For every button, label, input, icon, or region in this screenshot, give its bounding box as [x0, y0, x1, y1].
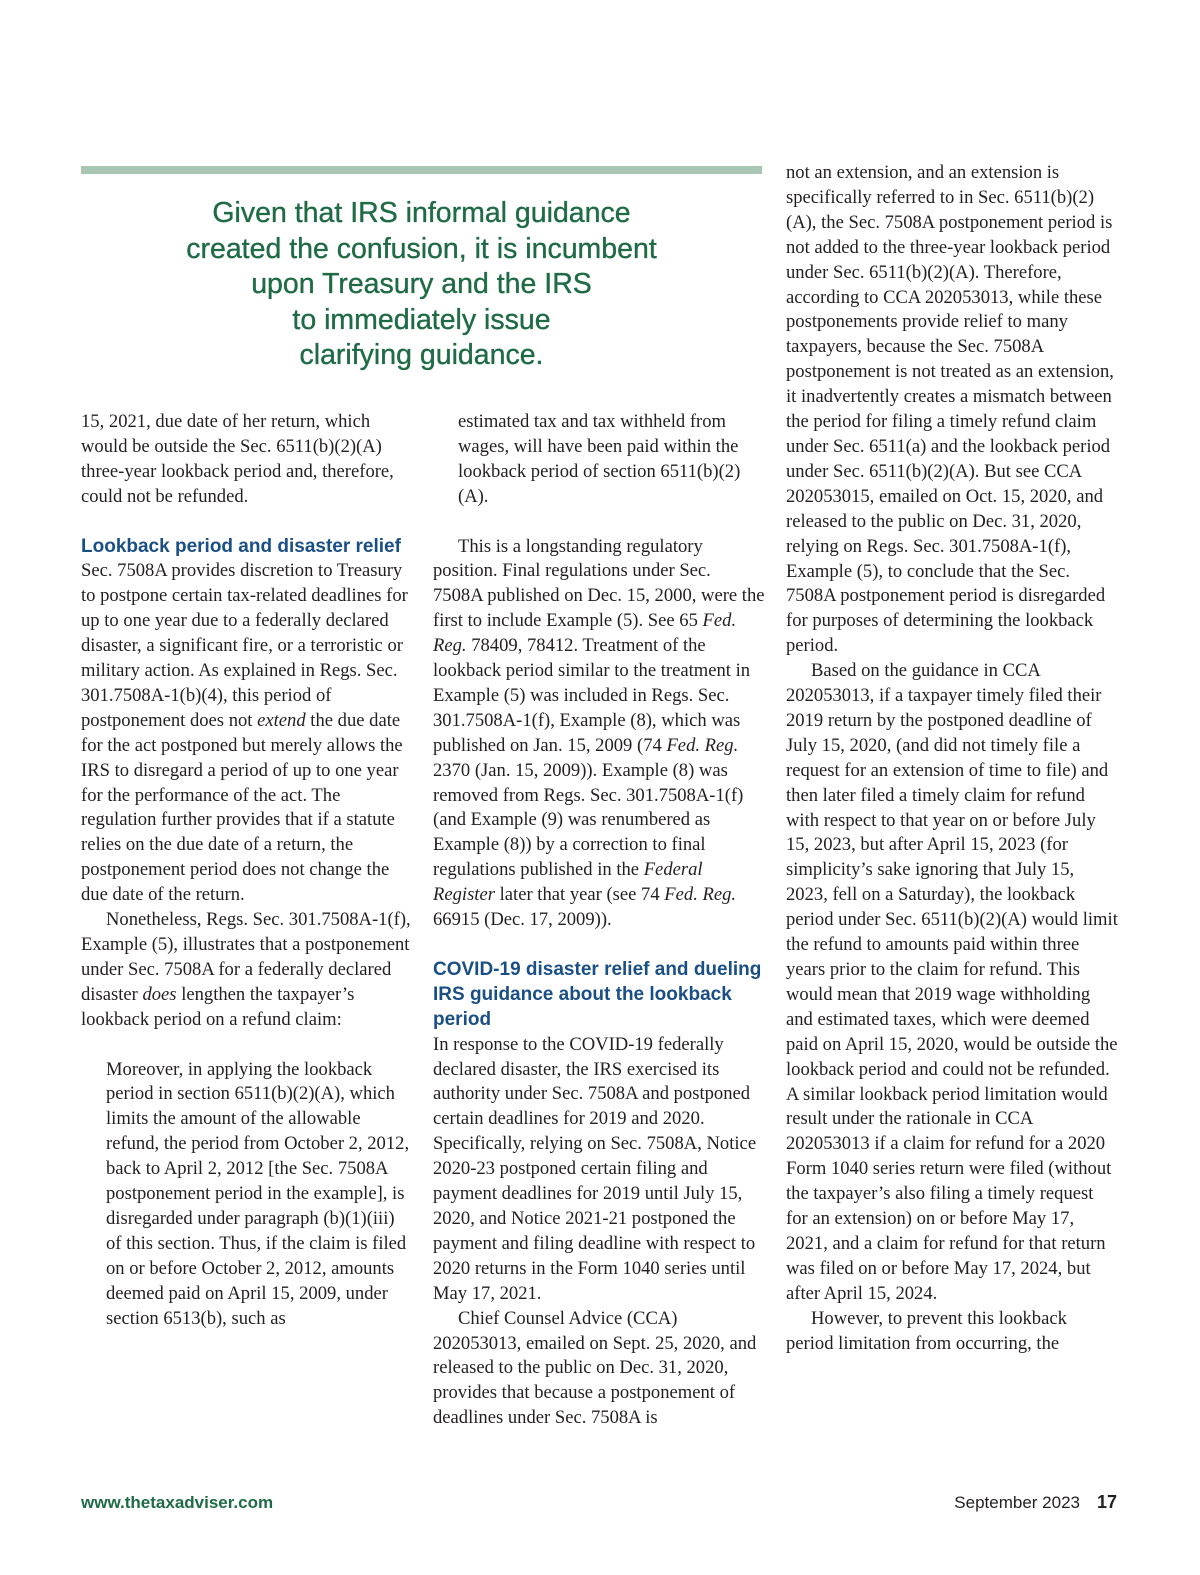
paragraph: not an extension, and an extension is specifically referred to in Sec. 6511(b)(2)(A), the Sec. 7508A postponement period is not added to the three-year lookback period under Sec. 6511(b)(2)(A). Therefore, according to CCA 202053013, while these postponements provide relief to many taxpayers, because the Sec. 7508A postponement is not treated as an extension, it inadvertently creates a mismatch between the period for filing a timely refund claim under Sec. 6511(a) and the lookback period under Sec. 6511(b)(2)(A). But see CCA 202053015, emailed on Oct. 15, 2020, and released to the public on Dec. 31, 2020, relying on Regs. Sec. 301.7508A-1(f), Example (5), to conclude that the Sec. 7508A postponement period is disregarded for purposes of determining the lookback period.	[786, 162, 1114, 657]
article-column-1	[81, 410, 411, 1332]
pull-quote	[81, 196, 762, 374]
section-heading-lookback: Lookback period and disaster relief	[81, 535, 401, 557]
page-footer	[81, 1491, 1117, 1517]
emphasis: does	[142, 983, 177, 1005]
section-heading-covid: COVID-19 disaster relief and dueling IRS guidance about the lookback period	[433, 958, 762, 1030]
page-number: 17	[1096, 1492, 1117, 1512]
emphasis: extend	[257, 709, 306, 731]
article-column-2	[433, 410, 765, 1431]
paragraph: This is a longstanding regulatory position. Final regulations under Sec. 7508A published on Dec. 15, 2000, were the first to include Example (5). See 65 Fed. Reg. 78409, 78412. Treatment of the lookback period similar to the treatment in Example (5) was included in Regs. Sec. 301.7508A-1(f), Example (8), which was published on Jan. 15, 2009 (74 Fed. Reg. 2370 (Jan. 15, 2009)). Example (8) was removed from Regs. Sec. 301.7508A-1(f) (and Example (9) was renumbered as Example (8)) by a correction to final regulations published in the Federal Register later that year (see 74 Fed. Reg. 66915 (Dec. 17, 2009)).	[433, 535, 765, 931]
pullquote-line: created the confusion, it is incumbent	[186, 232, 657, 265]
emphasis: Fed. Reg.	[664, 884, 737, 906]
emphasis: Fed. Reg.	[433, 610, 737, 657]
block-quote: Moreover, in applying the lookback period in section 6511(b)(2)(A), which limits the amount of the allowable refund, the period from October 2, 2012, back to April 2, 2012 [the Sec. 7508A postponement period in the example], is disregarded under paragraph (b)(1)(iii) of this section. Thus, if the claim is filed on or before October 2, 2012, amounts deemed paid on April 15, 2009, under section 6513(b), such as	[106, 1058, 410, 1329]
paragraph: However, to prevent this lookback period limitation from occurring, the	[786, 1307, 1067, 1354]
website-link[interactable]: www.thetaxadviser.com	[81, 1493, 274, 1512]
pullquote-line: to immediately issue	[292, 303, 551, 336]
pullquote-rule	[81, 166, 762, 174]
paragraph: 15, 2021, due date of her return, which would be outside the Sec. 6511(b)(2)(A) three-year lookback period and, therefore, could not be refunded.	[81, 411, 394, 507]
pullquote-line: clarifying guidance.	[299, 339, 544, 371]
pullquote-line: Given that IRS informal guidance	[212, 197, 631, 229]
article-column-3	[786, 161, 1118, 1357]
paragraph: Nonetheless, Regs. Sec. 301.7508A-1(f), Example (5), illustrates that a postponement under Sec. 7508A for a federally declared disaster does lengthen the taxpayer’s lookback period on a refund claim:	[81, 909, 411, 1030]
emphasis: Federal Register	[433, 859, 703, 906]
pullquote-line: upon Treasury and the IRS	[251, 268, 592, 300]
issue-date: September 2023	[954, 1493, 1080, 1512]
paragraph: Based on the guidance in CCA 202053013, if a taxpayer timely filed their 2019 return by the postponed deadline of July 15, 2020, (and did not timely file a request for an extension of time to file) and then later filed a timely claim for refund with respect to that year on or before July 15, 2023, but after April 15, 2023 (for simplicity’s sake ignoring that July 15, 2023, fell on a Saturday), the lookback period under Sec. 6511(b)(2)(A) would limit the refund to amounts paid within three years prior to the claim for refund. This would mean that 2019 wage withholding and estimated taxes, which were deemed paid on April 15, 2020, would be outside the lookback period and could not be refunded. A similar lookback period limitation would result under the rationale in CCA 202053013 if a claim for refund for a 2020 Form 1040 series return were filed (without the taxpayer’s also filing a timely request for an extension) on or before May 17, 2021, and a claim for refund for that return was filed on or before May 17, 2024, but after April 15, 2024.	[786, 660, 1118, 1304]
paragraph: Sec. 7508A provides discretion to Treasury to postpone certain tax-related deadlines for up to one year due to a federally declared disaster, a significant fire, or a terroristic or military action. As explained in Regs. Sec. 301.7508A-1(b)(4), this period of postponement does not extend the due date for the act postponed but merely allows the IRS to disregard a period of up to one year for the performance of the act. The regulation further provides that if a statute relies on the due date of a return, the postponement period does not change the due date of the return.	[81, 560, 408, 906]
paragraph: Chief Counsel Advice (CCA) 202053013, emailed on Sept. 25, 2020, and released to the public on Dec. 31, 2020, provides that because a postponement of deadlines under Sec. 7508A is	[433, 1307, 757, 1429]
emphasis: Fed. Reg.	[666, 734, 739, 756]
block-quote-continued: estimated tax and tax withheld from wages, will have been paid within the lookback period of section 6511(b)(2)(A).	[458, 411, 741, 507]
paragraph: In response to the COVID-19 federally declared disaster, the IRS exercised its authority under Sec. 7508A and postponed certain deadlines for 2019 and 2020. Specifically, relying on Sec. 7508A, Notice 2020-23 postponed certain filing and payment deadlines for 2019 until July 15, 2020, and Notice 2021-21 postponed the payment and filing deadline with respect to 2020 returns in the Form 1040 series until May 17, 2021.	[433, 1033, 757, 1304]
